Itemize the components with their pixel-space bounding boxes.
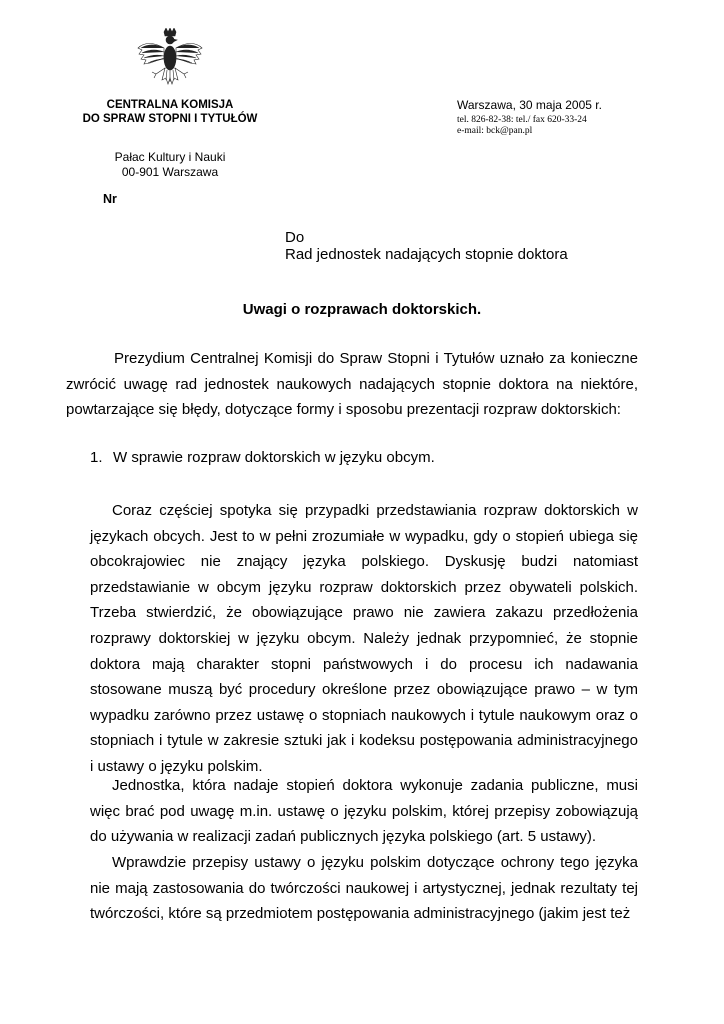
recipient-line2: Rad jednostek nadających stopnie doktora (285, 246, 568, 263)
point1-number: 1. (90, 449, 103, 466)
phone-info: tel. 826-82-38: tel./ fax 620-33-24 (457, 115, 587, 125)
email-info: e-mail: bck@pan.pl (457, 126, 533, 136)
institution-name-line2: DO SPRAW STOPNI I TYTUŁÓW (82, 113, 258, 125)
point1-heading: W sprawie rozpraw doktorskich w języku obcym. (113, 449, 435, 466)
intro-paragraph: Prezydium Centralnej Komisji do Spraw Stopni i Tytułów uznało za konieczne zwrócić uwagę rad jednostek naukowych nadających stopnie doktora na niektóre, powtarzające się błędy, dotyczące formy i sposobu prezentacji rozpraw doktorskich: (66, 350, 638, 419)
reference-number-label: Nr (103, 192, 117, 206)
recipient-line1: Do (285, 229, 305, 246)
address-line2: 00-901 Warszawa (121, 165, 219, 179)
address-line1: Pałac Kultury i Nauki (114, 150, 226, 164)
document-title: Uwagi o rozprawach doktorskich. (242, 301, 482, 318)
letter-date: Warszawa, 30 maja 2005 r. (457, 98, 602, 112)
polish-eagle-emblem-icon (136, 28, 204, 94)
body-paragraph-3: Wprawdzie przepisy ustawy o języku polskim dotyczące ochrony tego języka nie mają zastosowania do twórczości naukowej i artystycznej, jednak rezultaty tej twórczości, które są przedmiotem postępowania administracyjnego (jakim jest też (90, 854, 638, 923)
body-paragraph-2: Jednostka, która nadaje stopień doktora wykonuje zadania publiczne, musi więc brać pod uwagę m.in. ustawę o języku polskim, której przepisy zobowiązują do używania w realizacji zadań publicznych języka polskiego (art. 5 ustawy). (90, 777, 638, 846)
body-paragraph-1: Coraz częściej spotyka się przypadki przedstawiania rozpraw doktorskich w językach obcych. Jest to w pełni zrozumiałe w wypadku, gdy o stopień ubiega się obcokrajowiec nie znający języka polskiego. Dyskusję budzi natomiast przedstawianie w obcym języku rozpraw doktorskich przez obywateli polskich. Trzeba stwierdzić, że obowiązujące prawo nie zawiera zakazu przedłożenia rozprawy doktorskiej w języku obcym. Należy jednak przypomnieć, że stopnie doktora mają charakter stopni państwowych i do procesu ich nadawania stosowane muszą być procedury określone przez obowiązujące prawo – w tym wypadku zarówno przez ustawę o stopniach naukowych i tytule naukowym oraz o stopniach i tytule w zakresie sztuki jak i kodeksu postępowania administracyjnego i ustawy o języku polskim. (90, 502, 638, 775)
institution-name-line1: CENTRALNA KOMISJA (106, 99, 234, 111)
